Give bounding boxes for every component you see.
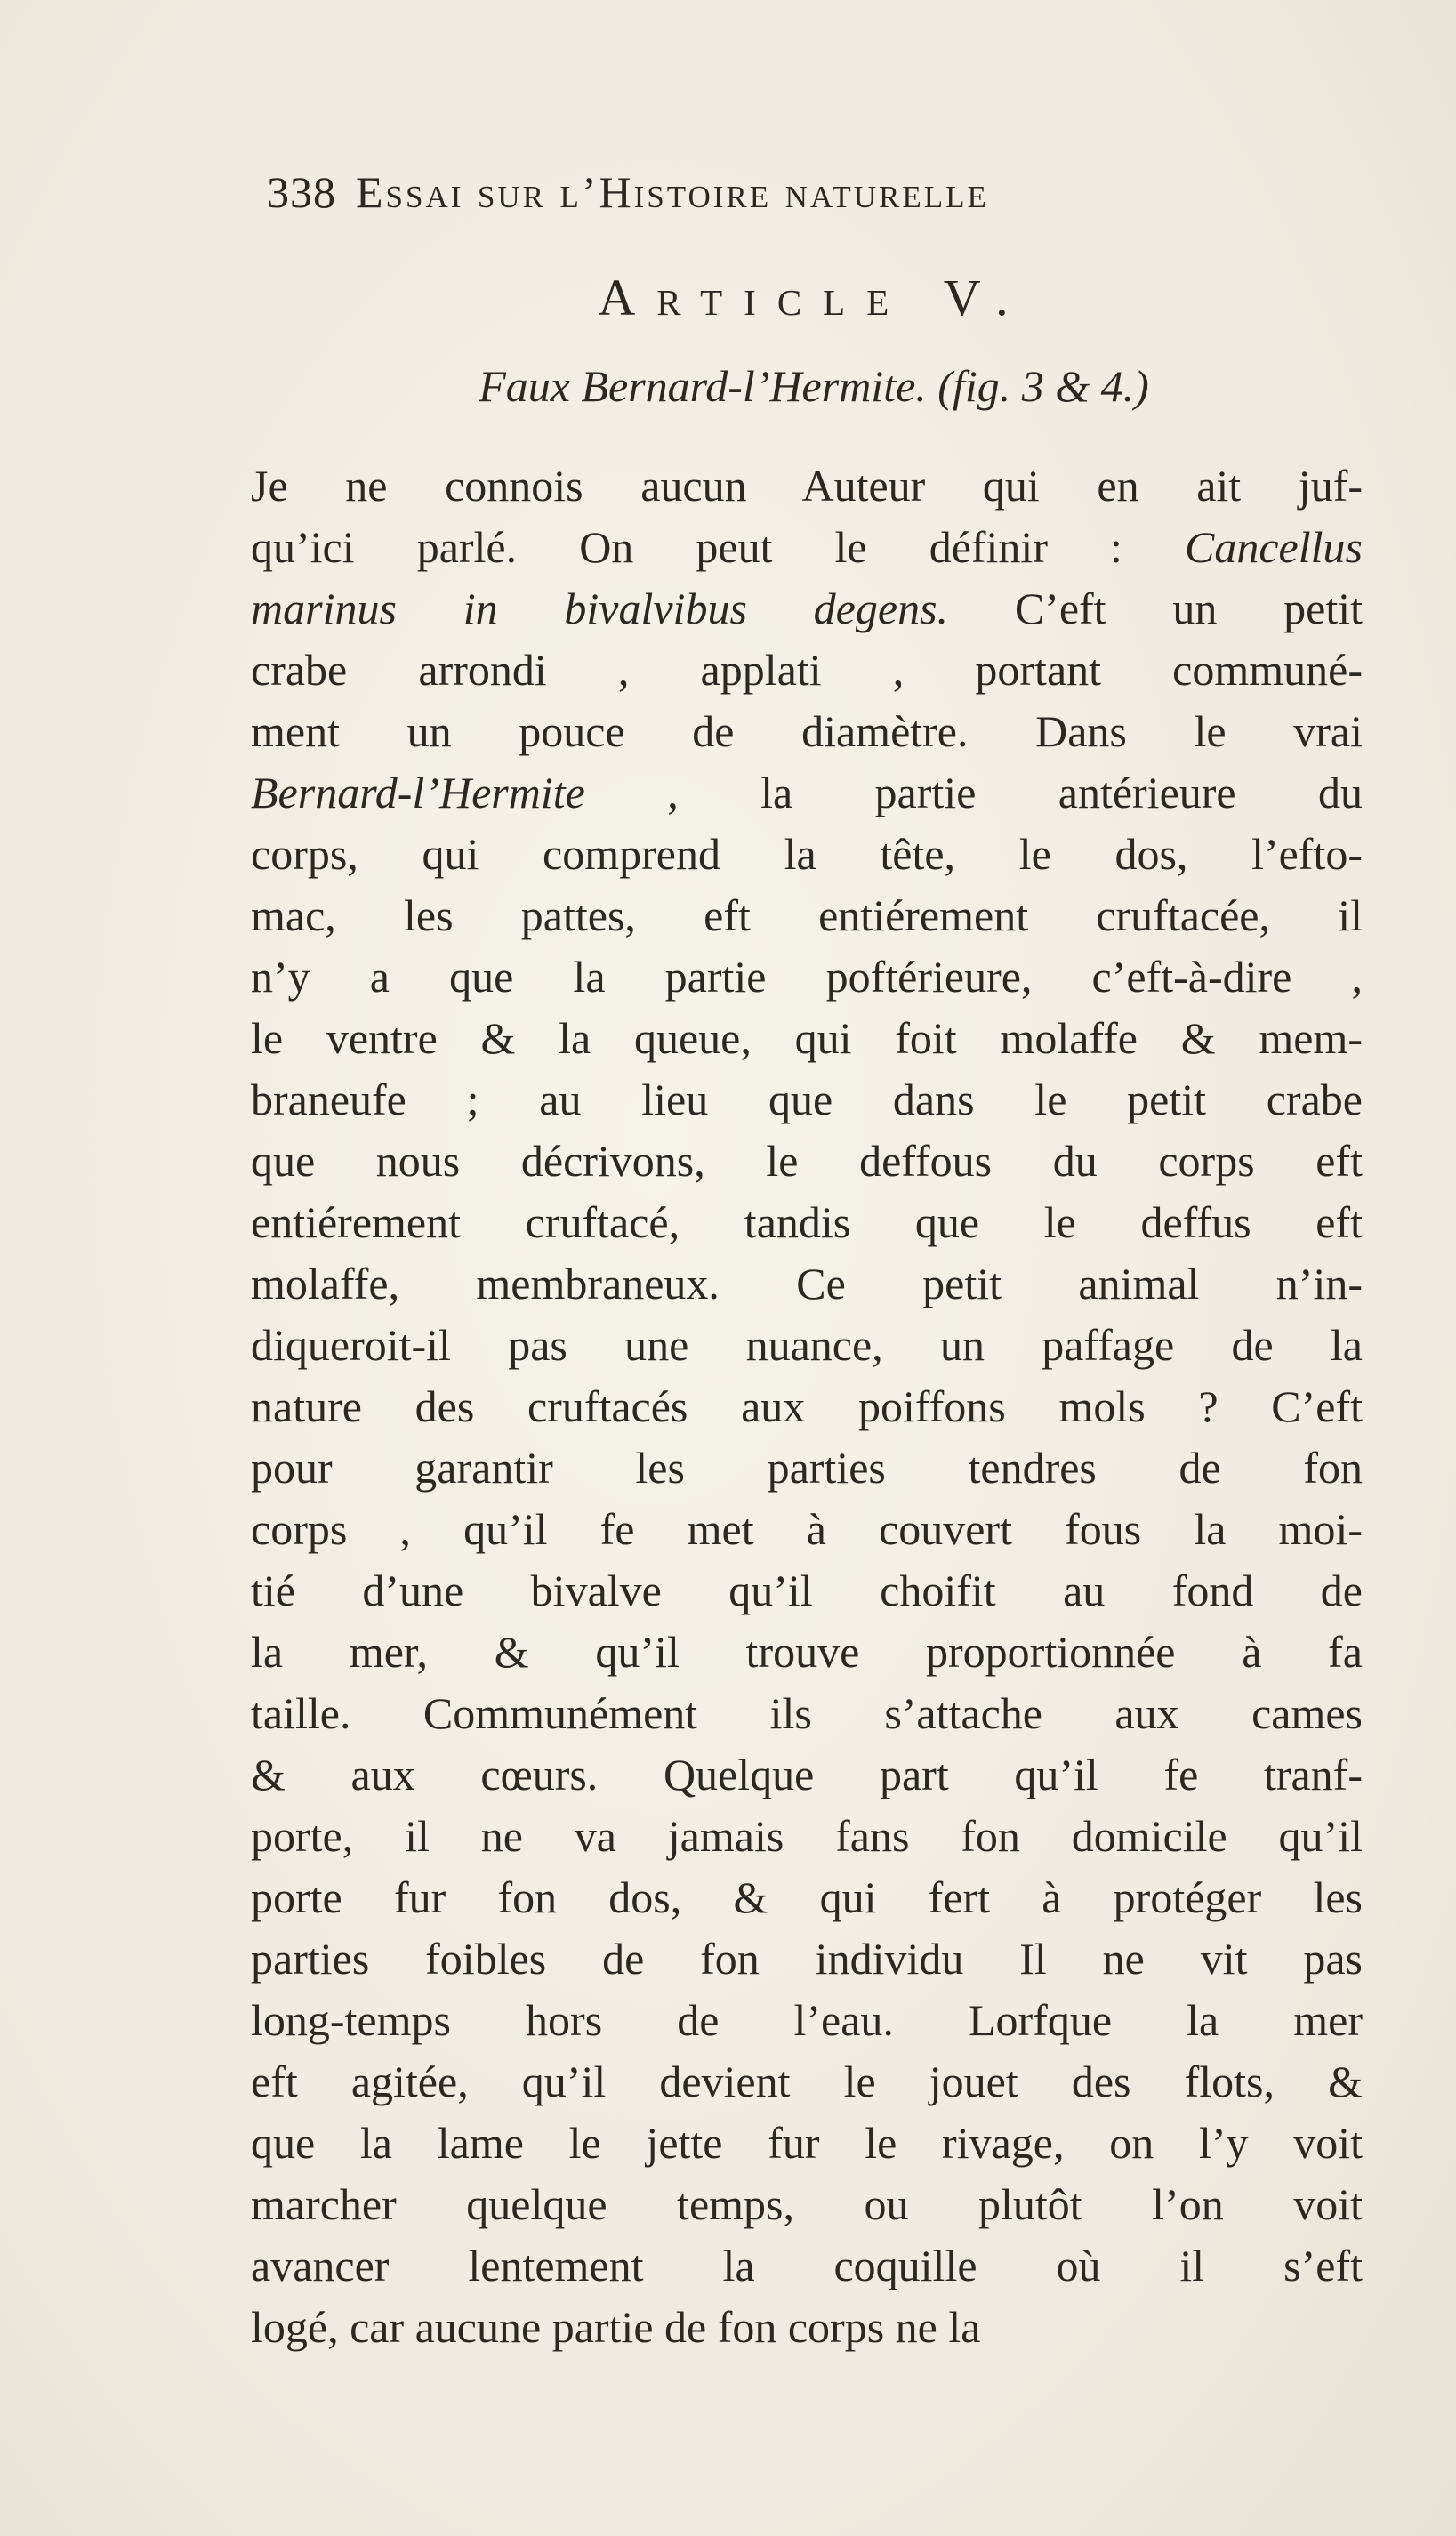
text-line bbox=[251, 517, 1363, 578]
text-run: , la partie antérieure du bbox=[584, 768, 1363, 817]
text-line bbox=[251, 1990, 1363, 2051]
text-run: que la lame le jette fur le rivage, on l’y voit bbox=[251, 2118, 1363, 2168]
text-line bbox=[251, 1437, 1363, 1499]
body-text bbox=[251, 455, 1363, 2358]
text-line bbox=[251, 946, 1363, 1008]
text-run: qu’ici parlé. On peut le définir : bbox=[251, 522, 1186, 572]
text-run: braneufe ; au lieu que dans le petit crabe bbox=[251, 1075, 1363, 1124]
text-line bbox=[251, 1192, 1363, 1253]
text-line bbox=[251, 1744, 1363, 1806]
text-line bbox=[251, 455, 1363, 517]
text-run: la mer, & qu’il trouve proportionnée à fa bbox=[251, 1627, 1363, 1677]
text-line bbox=[251, 1806, 1363, 1867]
text-line bbox=[251, 640, 1363, 701]
italic-text: Cancellus bbox=[1185, 522, 1363, 572]
text-run: diqueroit-il pas une nuance, un paffage de la bbox=[251, 1320, 1363, 1370]
text-line bbox=[251, 1131, 1363, 1192]
text-line bbox=[251, 762, 1363, 824]
text-run: entiérement cruftacé, tandis que le deffus eft bbox=[251, 1197, 1363, 1247]
text-run: Je ne connois aucun Auteur qui en ait juf- bbox=[251, 461, 1363, 511]
text-line bbox=[251, 885, 1363, 946]
text-line bbox=[251, 1315, 1363, 1376]
text-run: pour garantir les parties tendres de fon bbox=[251, 1443, 1363, 1493]
text-run: crabe arrondi , applati , portant communé- bbox=[251, 645, 1363, 695]
text-run: porte fur fon dos, & qui fert à protéger les bbox=[251, 1872, 1363, 1922]
text-line bbox=[251, 1622, 1363, 1683]
text-run: corps, qui comprend la tête, le dos, l’efto- bbox=[251, 829, 1363, 879]
text-line bbox=[251, 1008, 1363, 1069]
text-run: marcher quelque temps, ou plutôt l’on voit bbox=[251, 2179, 1363, 2229]
text-run: parties foibles de fon individu Il ne vit pas bbox=[251, 1934, 1363, 1984]
text-run: ment un pouce de diamètre. Dans le vrai bbox=[251, 706, 1363, 756]
text-run: C’eft un petit bbox=[948, 584, 1363, 633]
text-run: tié d’une bivalve qu’il choifit au fond de bbox=[251, 1566, 1363, 1615]
text-run: avancer lentement la coquille où il s’eft bbox=[251, 2241, 1363, 2290]
article-subtitle: Faux Bernard-l’Hermite. (fig. 3 & 4.) bbox=[479, 361, 1149, 411]
text-line bbox=[251, 2113, 1363, 2174]
text-line bbox=[251, 1867, 1363, 1928]
text-line bbox=[251, 701, 1363, 762]
text-line bbox=[251, 2051, 1363, 2113]
text-line bbox=[251, 2235, 1363, 2297]
text-line bbox=[251, 1928, 1363, 1990]
text-line bbox=[251, 1253, 1363, 1315]
text-run: porte, il ne va jamais fans fon domicile qu’il bbox=[251, 1811, 1363, 1861]
text-run: corps , qu’il fe met à couvert fous la moi- bbox=[251, 1504, 1363, 1554]
text-line bbox=[251, 1376, 1363, 1437]
text-line bbox=[251, 2174, 1363, 2235]
text-line bbox=[251, 2297, 1363, 2358]
italic-text: marinus in bivalvibus degens. bbox=[251, 584, 949, 633]
text-run: mac, les pattes, eft entiérement cruftacée, il bbox=[251, 890, 1363, 940]
text-line bbox=[251, 1560, 1363, 1622]
text-run: nature des cruftacés aux poiffons mols ? C’eft bbox=[251, 1381, 1363, 1431]
page-number: 338 bbox=[267, 167, 336, 217]
text-run: taille. Communément ils s’attache aux cames bbox=[251, 1688, 1363, 1738]
running-head bbox=[267, 165, 1219, 219]
text-line bbox=[251, 824, 1363, 885]
text-run: n’y a que la partie poftérieure, c’eft-à-dire , bbox=[251, 952, 1363, 1002]
text-line bbox=[251, 1499, 1363, 1560]
text-run: eft agitée, qu’il devient le jouet des flots, & bbox=[251, 2057, 1363, 2106]
running-title: Essai sur l’Histoire naturelle bbox=[356, 167, 989, 217]
text-line bbox=[251, 578, 1363, 640]
text-run: logé, car aucune partie de fon corps ne la bbox=[251, 2302, 981, 2352]
text-run: & aux cœurs. Quelque part qu’il fe tranf- bbox=[251, 1750, 1363, 1799]
text-run: long-temps hors de l’eau. Lorfque la mer bbox=[251, 1995, 1363, 2045]
text-run: molaffe, membraneux. Ce petit animal n’in- bbox=[251, 1259, 1363, 1308]
text-run: que nous décrivons, le deffous du corps eft bbox=[251, 1136, 1363, 1186]
text-line bbox=[251, 1069, 1363, 1131]
article-heading: Article V. bbox=[598, 269, 1030, 326]
text-line bbox=[251, 1683, 1363, 1744]
italic-text: Bernard-l’Hermite bbox=[251, 768, 585, 817]
text-run: le ventre & la queue, qui foit molaffe & mem- bbox=[251, 1013, 1363, 1063]
